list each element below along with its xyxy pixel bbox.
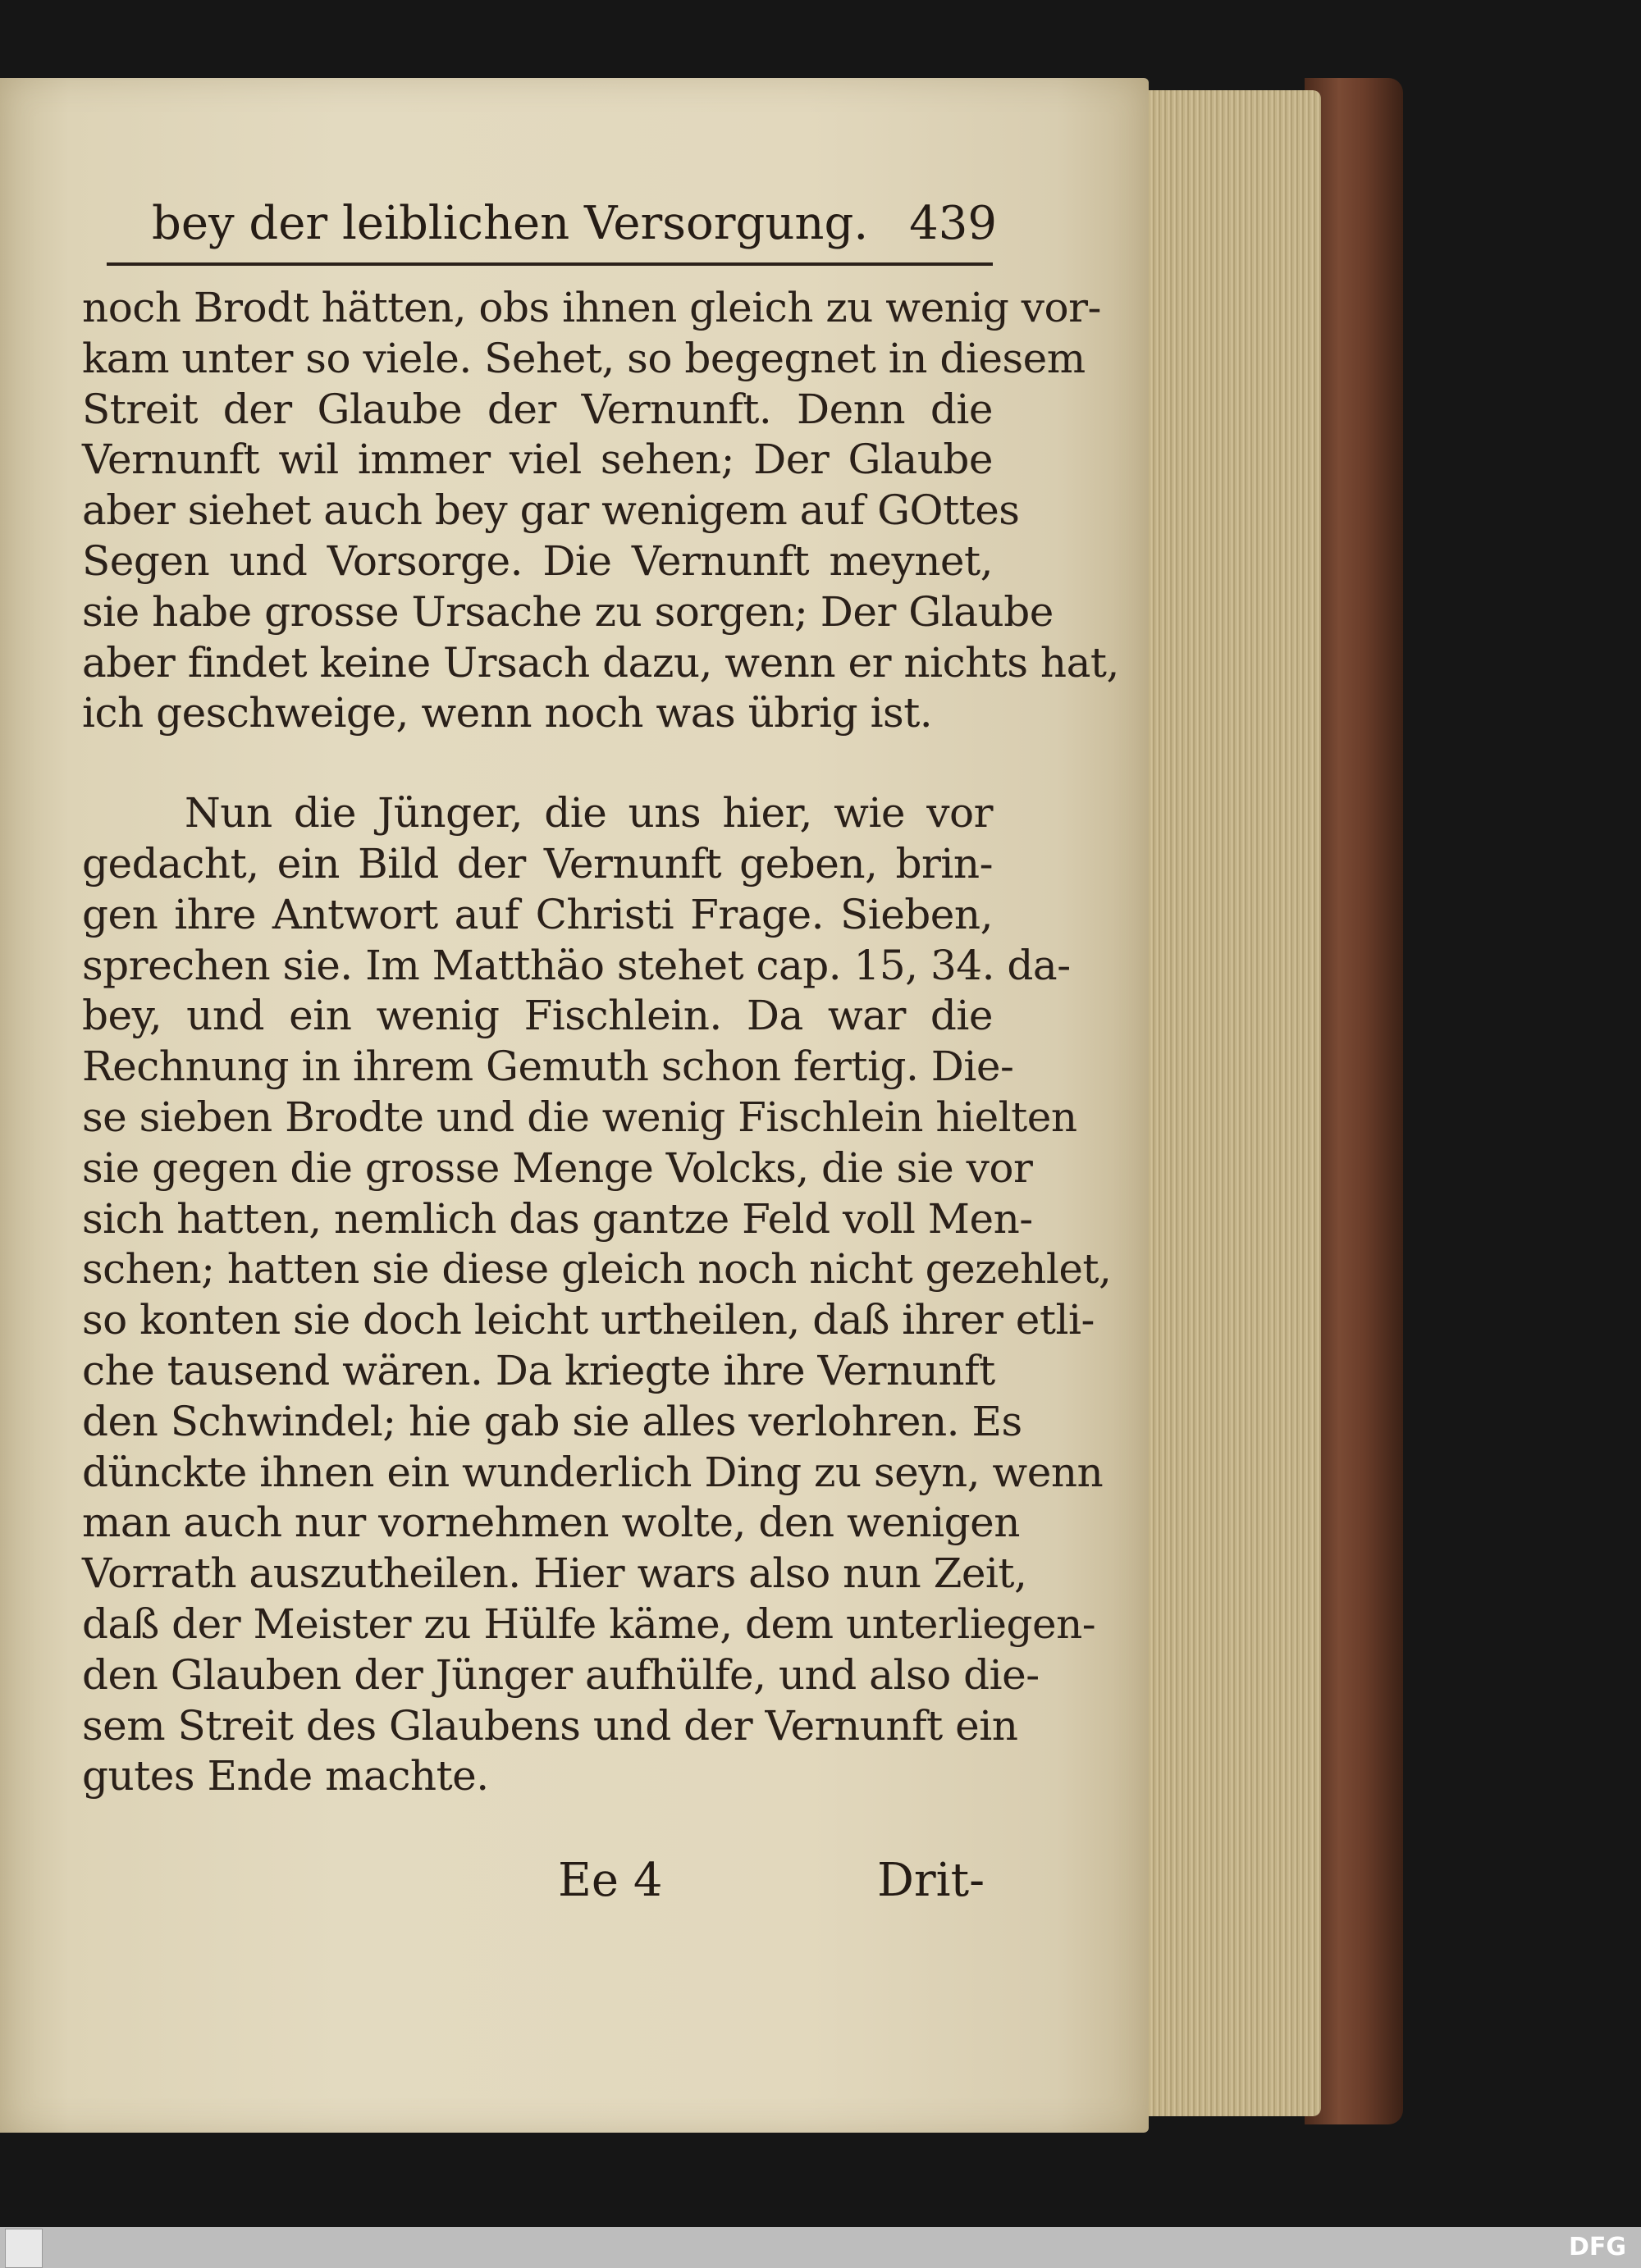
catchword: Drit- [876,1854,985,1907]
library-seal-icon [5,2229,43,2268]
body-text [82,283,1119,1802]
text-line: Nun die Jünger, die uns hier, wie vor [185,789,993,837]
text-line: sem Streit des Glaubens und der Vernunft ein [82,1701,1018,1750]
text-line: gen ihre Antwort auf Christi Frage. Sieben, [82,890,993,938]
paragraph-gap [82,739,993,788]
text-line: Streit der Glaube der Vernunft. Denn die [82,385,993,433]
text-line: sich hatten, nemlich das gantze Feld voll Men- [82,1194,1033,1243]
text-line: Vorrath auszutheilen. Hier wars also nun Zeit, [82,1549,1027,1598]
text-line: so konten sie doch leicht urtheilen, daß ihrer etli- [82,1296,1095,1344]
text-line: aber findet keine Ursach dazu, wenn er nichts hat, [82,638,1119,687]
text-line: che tausend wären. Da kriegte ihre Vernunft [82,1346,995,1394]
text-line: aber siehet auch bey gar wenigem auf GOttes [82,486,1020,535]
page-number: 439 [909,197,997,250]
text-line: sie gegen die grosse Menge Volcks, die sie vor [82,1143,1033,1192]
text-line: Segen und Vorsorge. Die Vernunft meynet, [82,536,993,585]
text-line: sie habe grosse Ursache zu sorgen; Der Glaube [82,587,1054,636]
text-line: kam unter so viele. Sehet, so begegnet in diesem [82,334,1086,382]
text-line: daß der Meister zu Hülfe käme, dem unterliegen- [82,1599,1096,1648]
text-line: se sieben Brodte und die wenig Fischlein hielten [82,1093,1077,1141]
text-line: gutes Ende machte. [82,1752,489,1800]
running-head [152,197,997,262]
text-line: Vernunft wil immer viel sehen; Der Glaube [82,436,993,484]
text-line: den Glauben der Jünger aufhülfe, und also die- [82,1650,1040,1699]
text-line: schen; hatten sie diese gleich noch nicht gezehlet, [82,1245,1112,1294]
text-line: man auch nur vornehmen wolte, den wenigen [82,1499,1020,1547]
text-line: sprechen sie. Im Matthäo stehet cap. 15, 34. da- [82,941,1071,989]
text-line: dünckte ihnen ein wunderlich Ding zu seyn, wenn [82,1448,1104,1496]
text-line: Rechnung in ihrem Gemuth schon fertig. Die- [82,1043,1014,1091]
text-line: noch Brodt hätten, obs ihnen gleich zu wenig vor- [82,284,1101,331]
text-line: bey, und ein wenig Fischlein. Da war die [82,992,993,1040]
signature-mark: Ee 4 [558,1854,663,1907]
text-line: gedacht, ein Bild der Vernunft geben, brin- [82,839,993,888]
viewer-bottom-bar [0,2227,1641,2268]
header-rule [107,262,993,271]
text-line: ich geschweige, wenn noch was übrig ist. [82,689,933,737]
dfg-logo: DFG [1568,2233,1626,2261]
page-block-edge [1132,90,1321,2116]
running-title: bey der leiblichen Versorgung. [152,197,869,250]
text-line: den Schwindel; hie gab sie alles verlohren. Es [82,1397,1022,1445]
page-footer [558,1854,985,1919]
